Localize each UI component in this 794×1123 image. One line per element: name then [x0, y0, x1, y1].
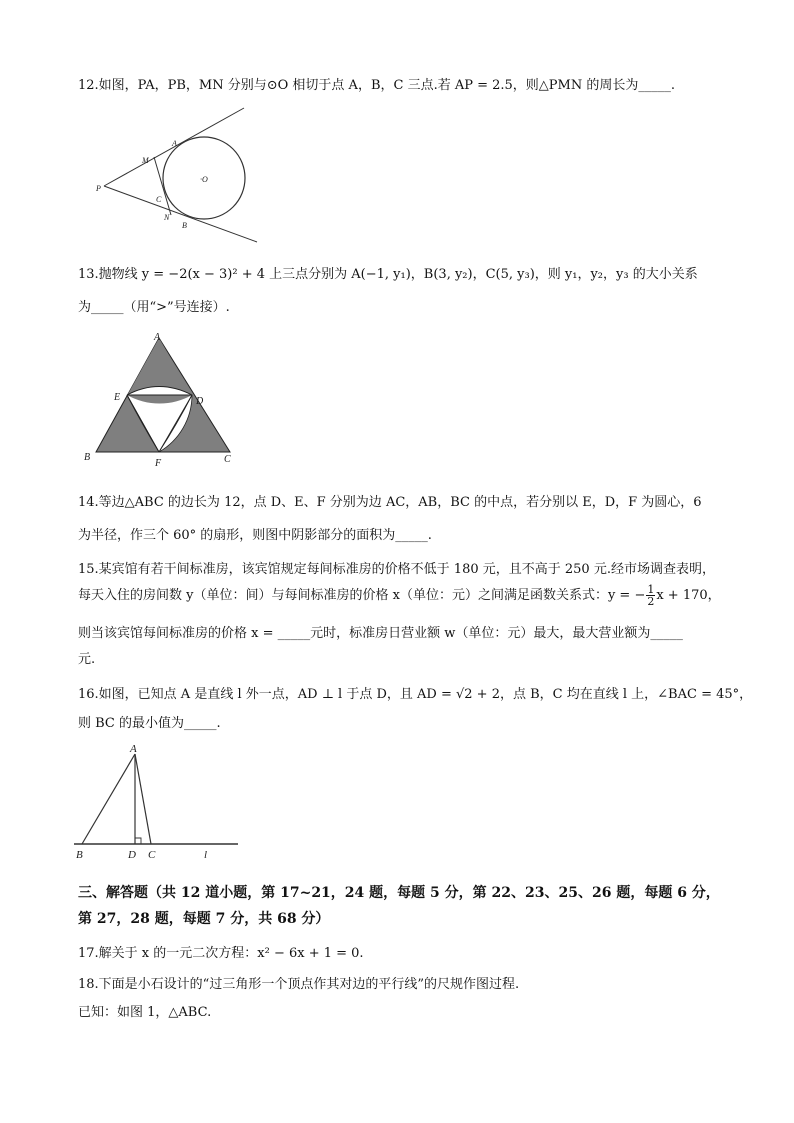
- q12-text: 12.如图，PA，PB，MN 分别与⊙O 相切于点 A，B，C 三点.若 AP = 2.5，则△PMN 的周长为_____.: [78, 78, 675, 93]
- q18-line1: 18.下面是小石设计的“过三角形一个顶点作其对边的平行线”的尺规作图过程.: [78, 977, 520, 992]
- label-A: A: [172, 139, 177, 148]
- q13-line2: 为_____（用“>”号连接）.: [78, 300, 230, 315]
- label-B: B: [84, 452, 91, 463]
- q15-line3: 则当该宾馆每间标准房的价格 x = _____元时，标准房日营业额 w（单位：元）最大，最大营业额为_____: [78, 626, 683, 641]
- q15-line1: 15.某宾馆有若干间标准房，该宾馆规定每间标准房的价格不低于 180 元，且不高于 250 元.经市场调查表明，: [78, 562, 715, 577]
- fraction-denominator: 2: [647, 595, 655, 608]
- q13-line1: 13.抛物线 y = −2(x − 3)² + 4 上三点分别为 A(−1, y₁)，B(3, y₂)，C(5, y₃)，则 y₁，y₂，y₃ 的大小关系: [78, 267, 698, 282]
- label-O: ·O: [200, 175, 208, 184]
- label-C: C: [224, 454, 231, 465]
- q14-figure: [80, 328, 240, 468]
- q15-line2-end: x + 170，: [656, 588, 721, 603]
- q16-figure: [72, 738, 240, 862]
- q18-line2: 已知：如图 1，△ABC.: [78, 1005, 212, 1020]
- q14-line1: 14.等边△ABC 的边长为 12，点 D、E、F 分别为边 AC，AB，BC 的中点，若分别以 E，D，F 为圆心，6: [78, 495, 702, 510]
- label-C: C: [156, 195, 162, 204]
- q12-figure: [92, 104, 264, 244]
- label-P: P: [96, 184, 101, 193]
- q16-line2: 则 BC 的最小值为_____.: [78, 716, 221, 731]
- label-F: F: [155, 458, 162, 468]
- label-D: D: [196, 396, 204, 407]
- q15-line2-start: 每天入住的房间数 y（单位：间）与每间标准房的价格 x（单位：元）之间满足函数关系式：y = −: [78, 588, 646, 603]
- q15-line4: 元.: [78, 652, 96, 667]
- label-M: M: [142, 156, 149, 165]
- section3-heading-line1: 三、解答题（共 12 道小题，第 17~21，24 题，每题 5 分，第 22、23、25、26 题，每题 6 分，: [78, 885, 720, 901]
- label-B: B: [182, 221, 187, 230]
- fraction-one-half: [646, 584, 655, 607]
- label-E: E: [114, 392, 121, 403]
- fraction-numerator: 1: [647, 583, 655, 596]
- label-C: C: [148, 849, 156, 861]
- label-A: A: [130, 743, 137, 755]
- q15-line2: [78, 584, 721, 607]
- q14-line2: 为半径，作三个 60° 的扇形，则图中阴影部分的面积为_____.: [78, 528, 432, 543]
- label-l: l: [204, 849, 208, 861]
- label-A: A: [154, 332, 161, 343]
- q17-text: 17.解关于 x 的一元二次方程：x² − 6x + 1 = 0.: [78, 946, 364, 961]
- section3-heading-line2: 第 27，28 题，每题 7 分，共 68 分）: [78, 911, 330, 927]
- label-N: N: [164, 213, 170, 222]
- label-B: B: [76, 849, 83, 861]
- label-D: D: [128, 849, 136, 861]
- q16-line1: 16.如图，已知点 A 是直线 l 外一点，AD ⊥ l 于点 D，且 AD = √2 + 2，点 B，C 均在直线 l 上，∠BAC = 45°，: [78, 687, 753, 702]
